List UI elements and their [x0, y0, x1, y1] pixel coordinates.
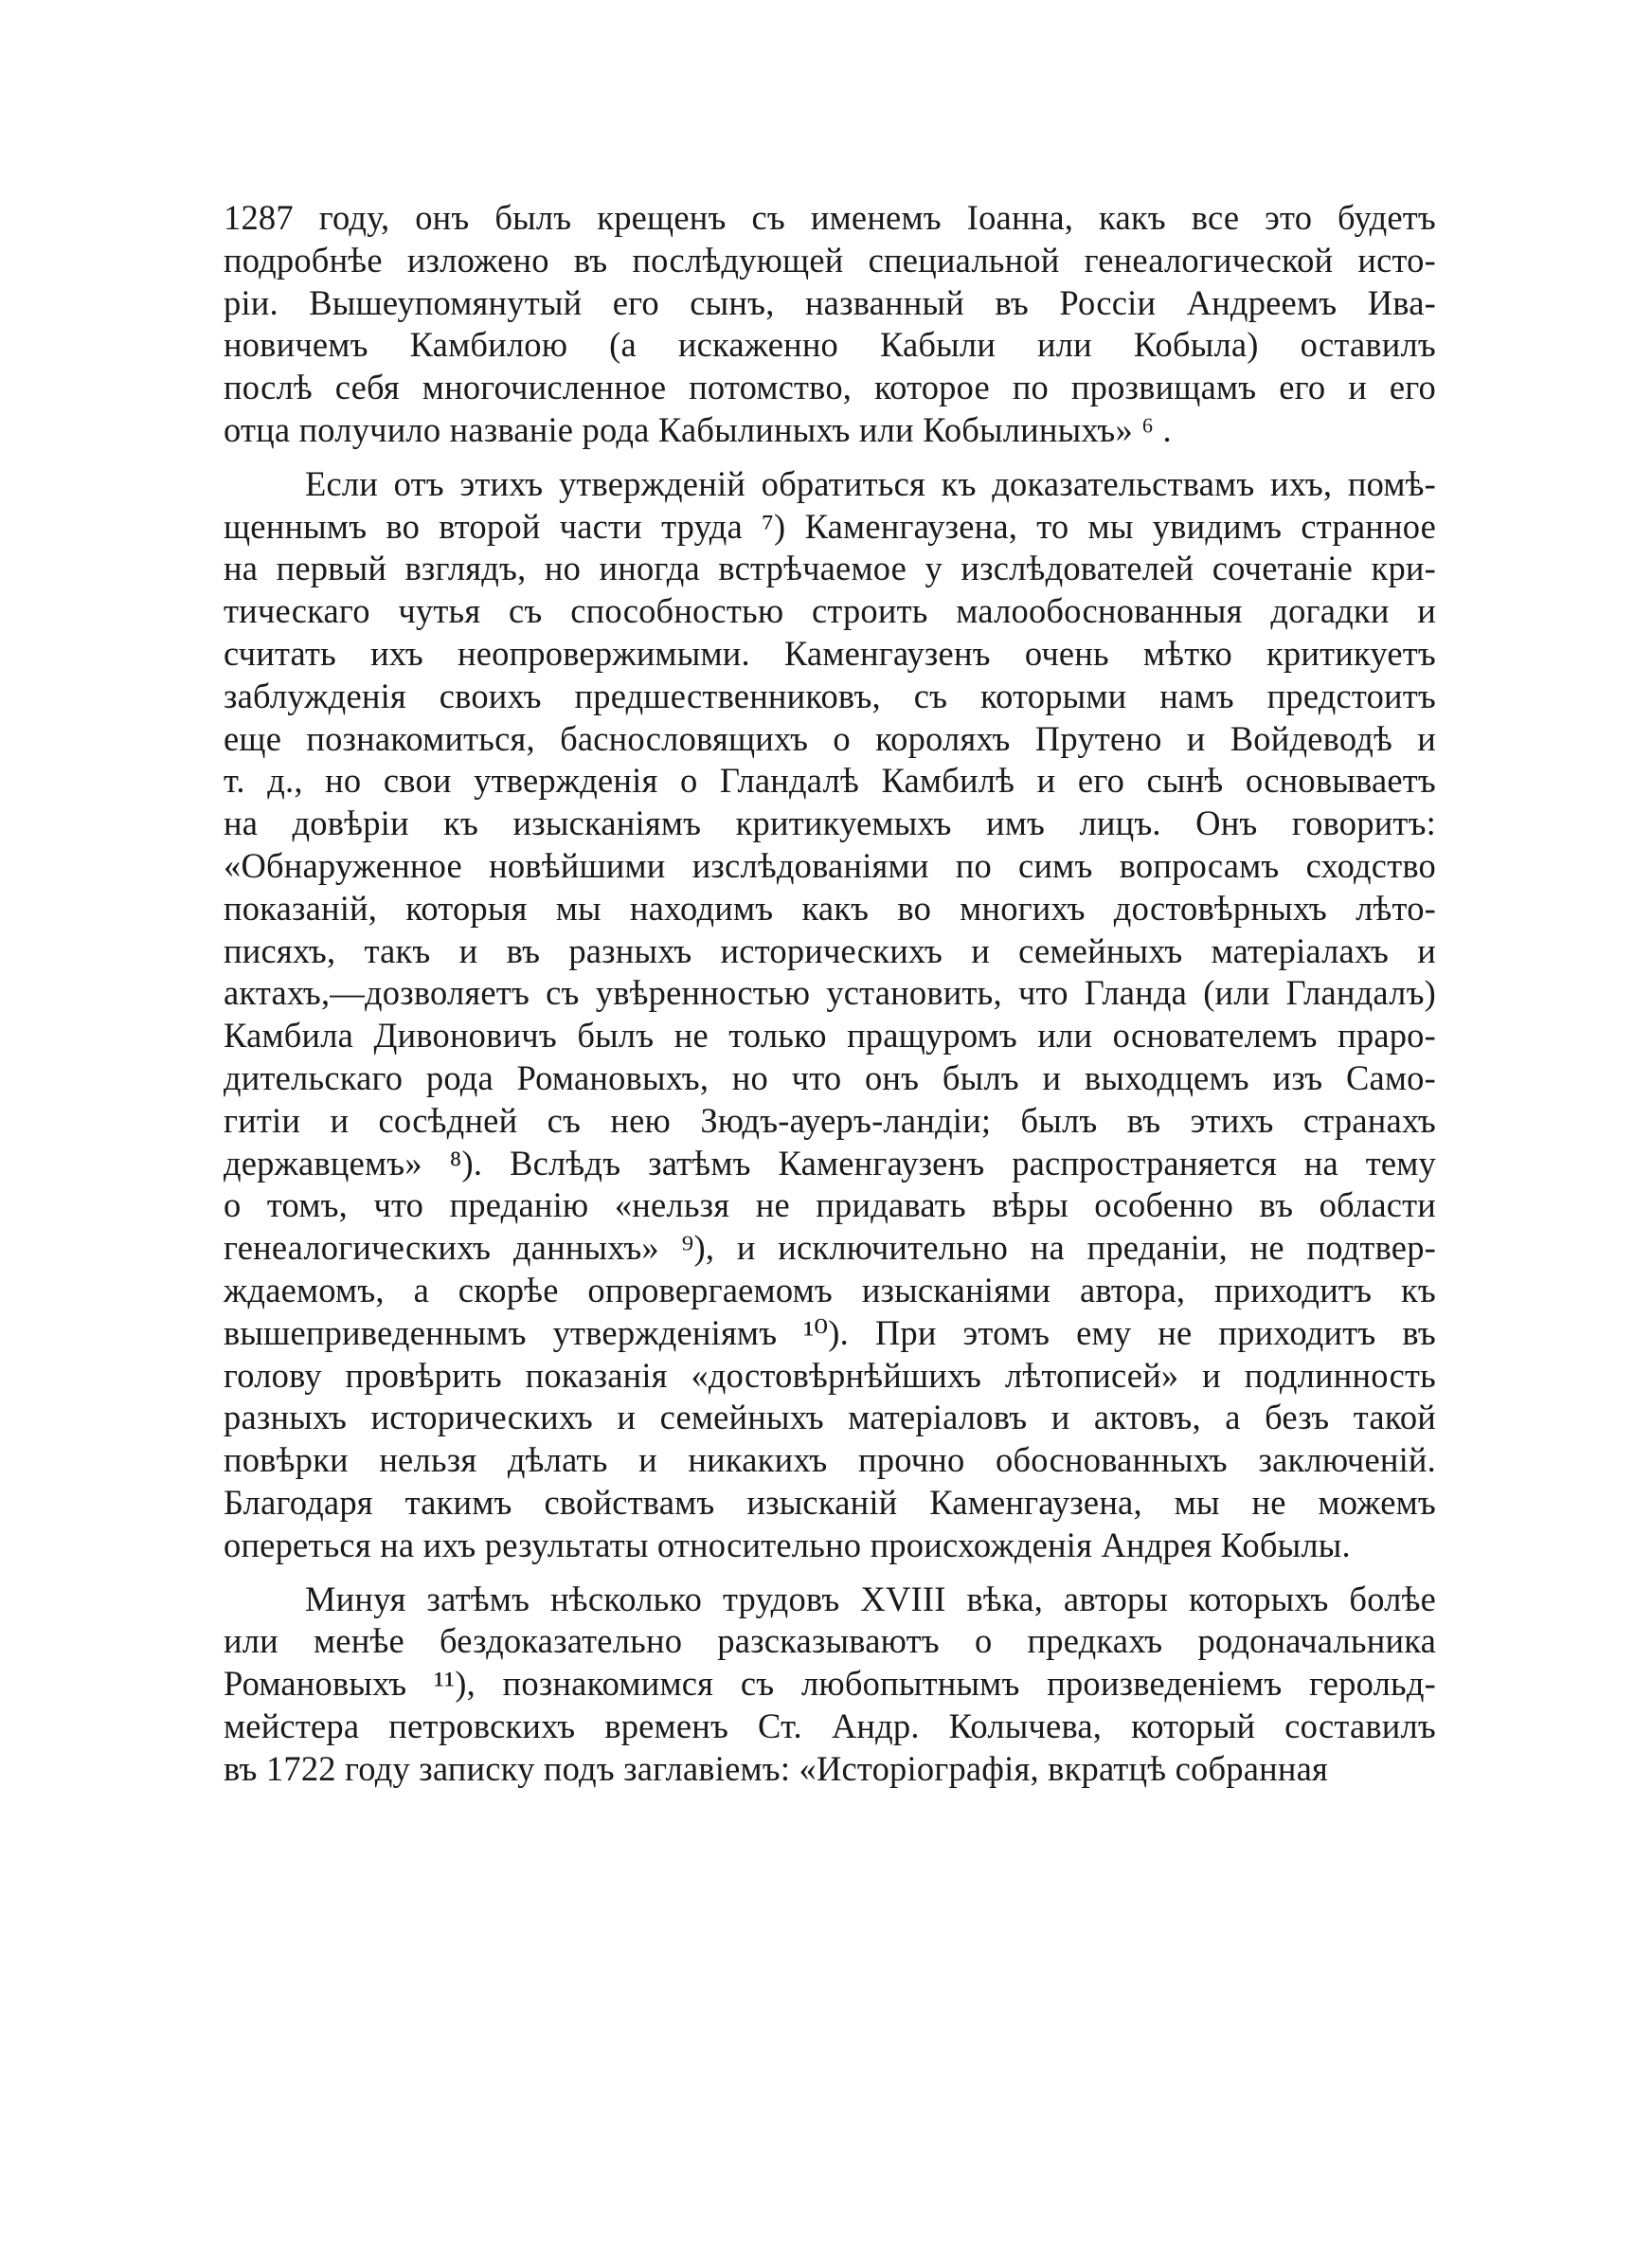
- text-line: Если отъ этихъ утвержденій обратиться къ доказательствамъ ихъ, помѣ-: [305, 463, 1436, 503]
- paragraph-gap: [224, 1567, 1436, 1579]
- text-line: ждаемомъ, а скорѣе опровергаемомъ изысканіями автора, приходитъ къ: [224, 1270, 1436, 1309]
- text-line: повѣрки нельзя дѣлать и никакихъ прочно обоснованныхъ заключеній.: [224, 1440, 1436, 1480]
- text-line: разныхъ историческихъ и семейныхъ матеріаловъ и актовъ, а безъ такой: [224, 1398, 1436, 1437]
- text-line: новичемъ Камбилою (а искаженно Кабыли или Кобыла) оставилъ: [224, 325, 1436, 365]
- text-line: заблужденія своихъ предшественниковъ, съ которыми намъ предстоитъ: [224, 676, 1436, 715]
- text-line: писяхъ, такъ и въ разныхъ историческихъ и семейныхъ матеріалахъ и: [224, 930, 1436, 970]
- text-line: о томъ, что преданію «нельзя не придавать вѣры особенно въ области: [224, 1185, 1436, 1225]
- text-line: отца получило названіе рода Кабылиныхъ или Кобылиныхъ» ⁶ .: [224, 409, 1172, 449]
- text-line: актахъ,—дозволяетъ съ увѣренностью установить, что Гланда (или Гландалъ): [224, 973, 1436, 1013]
- text-line: «Обнаруженное новѣйшими изслѣдованіями по симъ вопросамъ сходство: [224, 845, 1436, 885]
- text-line: на довѣріи къ изысканіямъ критикуемыхъ имъ лицъ. Онъ говоритъ:: [224, 803, 1436, 843]
- text-line: генеалогическихъ данныхъ» ⁹), и исключительно на преданіи, не подтвер-: [224, 1228, 1436, 1268]
- paragraph-gap: [224, 452, 1436, 463]
- text-line: гитіи и сосѣдней съ нею Зюдъ-ауеръ-ландіи; былъ въ этихъ странахъ: [224, 1100, 1436, 1140]
- text-line: Романовыхъ ¹¹), познакомимся съ любопытнымъ произведеніемъ герольд-: [224, 1664, 1436, 1704]
- text-line: послѣ себя многочисленное потомство, которое по прозвищамъ его и его: [224, 368, 1436, 407]
- text-line: считать ихъ неопровержимыми. Каменгаузенъ очень мѣтко критикуетъ: [224, 633, 1436, 673]
- text-line: вышеприведеннымъ утвержденіямъ ¹⁰). При этомъ ему не приходитъ въ: [224, 1312, 1436, 1352]
- text-line: или менѣе бездоказательно разсказываютъ о предкахъ родоначальника: [224, 1621, 1436, 1661]
- text-line: въ 1722 году записку подъ заглавіемъ: «Исторіографія, вкратцѣ собранная: [224, 1748, 1328, 1788]
- text-line: Благодаря такимъ свойствамъ изысканій Каменгаузена, мы не можемъ: [224, 1482, 1436, 1522]
- text-line: мейстера петровскихъ временъ Ст. Андр. Колычева, который составилъ: [224, 1706, 1436, 1745]
- text-line: 1287 году, онъ былъ крещенъ съ именемъ Іоанна, какъ все это будетъ: [224, 198, 1436, 237]
- text-line: тическаго чутья съ способностью строить малообоснованныя догадки и: [224, 591, 1436, 631]
- text-line: показаній, которыя мы находимъ какъ во многихъ достовѣрныхъ лѣто-: [224, 888, 1436, 928]
- text-line: щеннымъ во второй части труда ⁷) Каменгаузена, то мы увидимъ странное: [224, 506, 1436, 546]
- text-line: ріи. Вышеупомянутый его сынъ, названный въ Россіи Андреемъ Ива-: [224, 282, 1436, 322]
- paragraph: [224, 1579, 1436, 1791]
- text-line: опереться на ихъ результаты относительно происхожденія Андрея Кобылы.: [224, 1525, 1351, 1564]
- text-line: подробнѣе изложено въ послѣдующей специальной генеалогической исто-: [224, 240, 1436, 280]
- paragraph: [224, 197, 1436, 452]
- text-line: Камбила Дивоновичъ былъ не только пращуромъ или основателемъ праро-: [224, 1016, 1436, 1056]
- text-line: еще познакомиться, баснословящихъ о короляхъ Прутено и Войдеводѣ и: [224, 718, 1436, 758]
- text-line: дительскаго рода Романовыхъ, но что онъ былъ и выходцемъ изъ Само-: [224, 1057, 1436, 1097]
- text-line: Минуя затѣмъ нѣсколько трудовъ XVIII вѣка, авторы которыхъ болѣе: [305, 1579, 1436, 1618]
- body-text: [224, 197, 1436, 1790]
- paragraph: [224, 463, 1436, 1567]
- text-line: голову провѣрить показанія «достовѣрнѣйшихъ лѣтописей» и подлинность: [224, 1355, 1436, 1395]
- text-line: державцемъ» ⁸). Вслѣдъ затѣмъ Каменгаузенъ распространяется на тему: [224, 1143, 1436, 1183]
- text-line: т. д., но свои утвержденія о Гландалѣ Камбилѣ и его сынѣ основываетъ: [224, 761, 1436, 801]
- text-line: на первый взглядъ, но иногда встрѣчаемое у изслѣдователей сочетаніе кри-: [224, 549, 1436, 588]
